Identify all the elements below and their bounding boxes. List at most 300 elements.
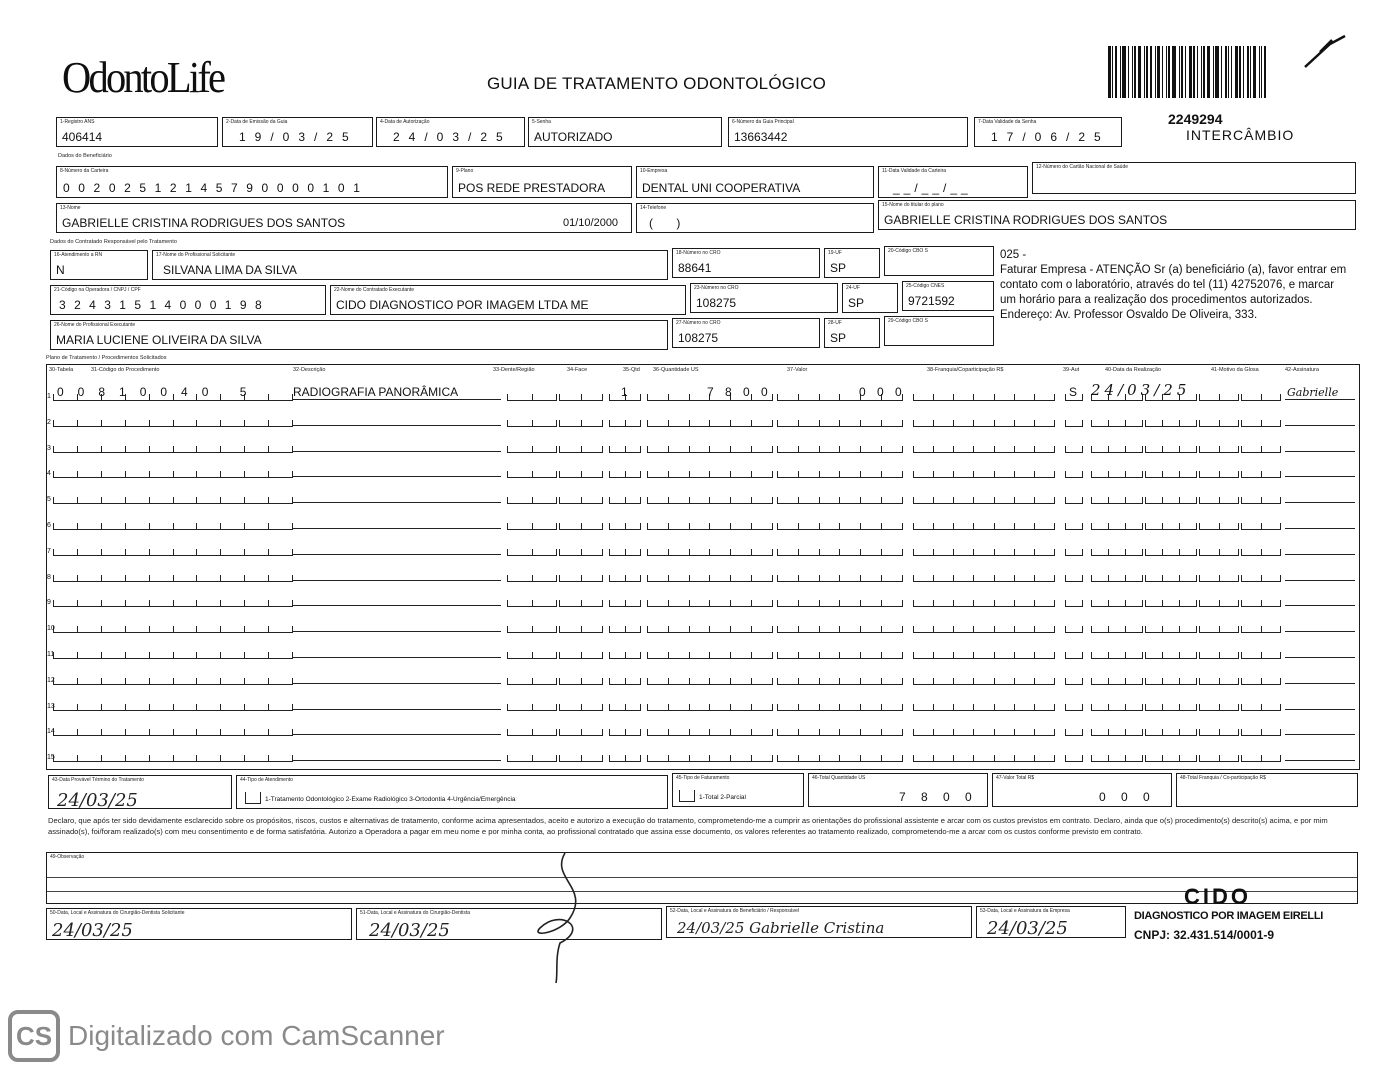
entry-cells[interactable] xyxy=(1145,466,1197,478)
barcode-bar xyxy=(1203,46,1205,98)
entry-cells[interactable] xyxy=(1241,647,1281,659)
entry-cells[interactable] xyxy=(913,466,1055,478)
entry-cells[interactable] xyxy=(609,441,641,453)
validade-senha-value: 17/06/25 xyxy=(991,130,1110,144)
section-beneficiario: Dados do Beneficiário xyxy=(58,153,112,159)
entry-cells[interactable] xyxy=(53,621,293,633)
entry-cells[interactable] xyxy=(777,673,903,685)
row-number: 12 xyxy=(47,676,55,684)
entry-cells[interactable] xyxy=(53,466,293,478)
entry-cells[interactable] xyxy=(559,595,603,607)
entry-cells[interactable] xyxy=(559,544,603,556)
description-line xyxy=(293,709,501,710)
row-number: 9 xyxy=(47,599,51,607)
observation-note xyxy=(1000,248,1350,323)
stamp-line1: DIAGNOSTICO POR IMAGEM EIRELLI xyxy=(1134,910,1324,922)
entry-cells[interactable] xyxy=(507,673,557,685)
entry-cells[interactable] xyxy=(559,492,603,504)
barcode-bar xyxy=(1179,46,1180,98)
entry-cells[interactable] xyxy=(53,595,293,607)
table-row xyxy=(47,486,1359,506)
entry-cells[interactable] xyxy=(777,647,903,659)
entry-cells[interactable] xyxy=(559,389,603,401)
entry-cells[interactable] xyxy=(609,673,641,685)
table-header-cell: 32-Descrição xyxy=(293,367,326,373)
cro-contr-field: 23-Número no CRO 108275 xyxy=(690,283,838,313)
entry-cells[interactable] xyxy=(609,570,641,582)
entry-cells[interactable] xyxy=(1091,647,1143,659)
signature-line xyxy=(1285,709,1355,710)
entry-cells[interactable] xyxy=(507,389,557,401)
entry-cells[interactable] xyxy=(1065,441,1083,453)
entry-cells[interactable] xyxy=(1199,466,1239,478)
senha-value: AUTORIZADO xyxy=(534,130,613,144)
uf-exec-field: 28-UF SP xyxy=(824,318,880,348)
entry-cells[interactable] xyxy=(913,595,1055,607)
barcode xyxy=(1108,46,1290,98)
note-text: Faturar Empresa - ATENÇÃO Sr (a) beneficiário (a), favor entrar em contato com o laboratório, através do tel (11) 42752076, e marcar um horário para a realização dos procedimentos autorizados. Endereço: Av. Professor Osvaldo De Oliveira, 333. xyxy=(1000,264,1347,321)
entry-cells[interactable] xyxy=(559,570,603,582)
procedures-table xyxy=(46,364,1360,770)
entry-cells[interactable] xyxy=(559,518,603,530)
entry-cells[interactable] xyxy=(53,647,293,659)
entry-cells[interactable] xyxy=(777,724,903,736)
entry-cells[interactable] xyxy=(1065,466,1083,478)
nascimento-value: 01/10/2000 xyxy=(563,217,619,229)
entry-cells[interactable] xyxy=(647,441,773,453)
entry-cells[interactable] xyxy=(1091,621,1143,633)
entry-cells[interactable] xyxy=(913,647,1055,659)
entry-cells[interactable] xyxy=(1065,544,1083,556)
entry-cells[interactable] xyxy=(609,699,641,711)
description-line xyxy=(293,451,501,452)
table-row xyxy=(47,435,1359,455)
cell-assinatura: Gabrielle xyxy=(1287,386,1339,399)
barcode-bar xyxy=(1144,46,1145,98)
entry-cells[interactable] xyxy=(609,518,641,530)
signature-line xyxy=(1285,554,1355,555)
entry-cells[interactable] xyxy=(647,699,773,711)
barcode-bar xyxy=(1253,46,1256,98)
entry-cells[interactable] xyxy=(1145,441,1197,453)
table-row xyxy=(47,693,1359,713)
entry-cells[interactable] xyxy=(559,466,603,478)
entry-cells[interactable] xyxy=(647,570,773,582)
entry-cells[interactable] xyxy=(507,492,557,504)
entry-cells[interactable] xyxy=(1241,466,1281,478)
entry-cells[interactable] xyxy=(1065,699,1083,711)
row-number: 10 xyxy=(47,625,55,633)
table-row xyxy=(47,409,1359,429)
entry-cells[interactable] xyxy=(1145,570,1197,582)
entry-cells[interactable] xyxy=(1145,518,1197,530)
entry-cells[interactable] xyxy=(777,699,903,711)
cartao-saude-field: 12-Número do Cartão Nacional de Saúde xyxy=(1032,162,1356,194)
entry-cells[interactable] xyxy=(1065,673,1083,685)
contratado-field: 22-Nome do Contratado Executante CIDO DIAGNOSTICO POR IMAGEM LTDA ME xyxy=(330,285,686,315)
barcode-bar xyxy=(1231,46,1232,98)
entry-cells[interactable] xyxy=(559,647,603,659)
entry-cells[interactable] xyxy=(1145,621,1197,633)
entry-cells[interactable] xyxy=(777,441,903,453)
entry-cells[interactable] xyxy=(647,492,773,504)
entry-cells[interactable] xyxy=(609,750,641,762)
entry-cells[interactable] xyxy=(609,724,641,736)
entry-cells[interactable] xyxy=(1241,673,1281,685)
entry-cells[interactable] xyxy=(1199,699,1239,711)
entry-cells[interactable] xyxy=(507,544,557,556)
entry-cells[interactable] xyxy=(1091,518,1143,530)
cnes-field: 25-Código CNES 9721592 xyxy=(902,281,994,311)
entry-cells[interactable] xyxy=(53,492,293,504)
entry-cells[interactable] xyxy=(1241,570,1281,582)
entry-cells[interactable] xyxy=(913,724,1055,736)
entry-cells[interactable] xyxy=(1199,544,1239,556)
entry-cells[interactable] xyxy=(1241,724,1281,736)
row-number: 2 xyxy=(47,418,51,426)
entry-cells[interactable] xyxy=(1065,621,1083,633)
entry-cells[interactable] xyxy=(1199,492,1239,504)
validade-carteira-field: 11-Data Validade da Carteira __/__/__ xyxy=(878,166,1028,198)
table-header-cell: 39-Aut xyxy=(1063,367,1080,373)
entry-cells[interactable] xyxy=(1091,466,1143,478)
valor-total-field: 47-Valor Total R$ 0 0 0 xyxy=(992,773,1172,807)
table-header-cell: 30-Tabela xyxy=(49,367,74,373)
signature-line xyxy=(1285,760,1355,761)
entry-cells[interactable] xyxy=(53,415,293,427)
table-header-cell: 40-Data da Realização xyxy=(1105,367,1161,373)
entry-cells[interactable] xyxy=(53,699,293,711)
entry-cells[interactable] xyxy=(1091,492,1143,504)
cell-valor: 0 0 0 xyxy=(859,385,906,399)
entry-cells[interactable] xyxy=(1091,673,1143,685)
entry-cells[interactable] xyxy=(647,724,773,736)
barcode-bar xyxy=(1134,46,1136,98)
entry-cells[interactable] xyxy=(507,595,557,607)
entry-cells[interactable] xyxy=(1145,647,1197,659)
entry-cells[interactable] xyxy=(1199,415,1239,427)
entry-cells[interactable] xyxy=(1145,492,1197,504)
entry-cells[interactable] xyxy=(777,466,903,478)
table-header-cell: 31-Código do Procedimento xyxy=(91,367,160,373)
entry-cells[interactable] xyxy=(559,673,603,685)
description-line xyxy=(293,425,501,426)
entry-cells[interactable] xyxy=(1065,518,1083,530)
entry-cells[interactable] xyxy=(1065,750,1083,762)
barcode-bar xyxy=(1138,46,1141,98)
cro-contr-value: 108275 xyxy=(696,296,737,310)
entry-cells[interactable] xyxy=(913,492,1055,504)
table-header-cell: 33-Dente/Região xyxy=(493,367,535,373)
entry-cells[interactable] xyxy=(609,492,641,504)
entry-cells[interactable] xyxy=(609,466,641,478)
signature-line xyxy=(1285,580,1355,581)
barcode-bar xyxy=(1185,46,1186,98)
entry-cells[interactable] xyxy=(777,621,903,633)
description-line xyxy=(293,631,501,632)
entry-cells[interactable] xyxy=(507,699,557,711)
entry-cells[interactable] xyxy=(1065,647,1083,659)
entry-cells[interactable] xyxy=(1145,544,1197,556)
barcode-bar xyxy=(1197,46,1198,98)
entry-cells[interactable] xyxy=(647,415,773,427)
entry-cells[interactable] xyxy=(53,570,293,582)
entry-cells[interactable] xyxy=(1091,544,1143,556)
entry-cells[interactable] xyxy=(559,441,603,453)
cell-us: 7 8 0 0 xyxy=(707,385,772,399)
registro-ans-field: 1-Registro ANS 406414 xyxy=(56,117,218,147)
entry-cells[interactable] xyxy=(507,647,557,659)
plano-field: 9-Plano POS REDE PRESTADORA xyxy=(452,166,632,198)
barcode-bar xyxy=(1250,46,1251,98)
table-row xyxy=(47,512,1359,532)
signature-line xyxy=(1285,734,1355,735)
barcode-bar xyxy=(1264,46,1266,98)
valor-total-value: 0 0 0 xyxy=(1099,790,1156,804)
barcode-bar xyxy=(1132,46,1133,98)
barcode-bar xyxy=(1189,46,1192,98)
entry-cells[interactable] xyxy=(559,724,603,736)
entry-cells[interactable] xyxy=(913,415,1055,427)
entry-cells[interactable] xyxy=(609,647,641,659)
entry-cells[interactable] xyxy=(1241,441,1281,453)
entry-cells[interactable] xyxy=(1145,750,1197,762)
entry-cells[interactable] xyxy=(507,724,557,736)
cell-codigo: 00810040 5 xyxy=(57,385,261,399)
entry-cells[interactable] xyxy=(913,621,1055,633)
entry-cells[interactable] xyxy=(559,621,603,633)
entry-cells[interactable] xyxy=(913,570,1055,582)
entry-cells[interactable] xyxy=(507,621,557,633)
row-number: 14 xyxy=(47,728,55,736)
entry-cells[interactable] xyxy=(1091,750,1143,762)
entry-cells[interactable] xyxy=(777,518,903,530)
barcode-bar xyxy=(1166,46,1167,98)
entry-cells[interactable] xyxy=(913,673,1055,685)
entry-cells[interactable] xyxy=(1091,570,1143,582)
sig-solicitante-field: 50-Data, Local e Assinatura do Cirurgião-Dentista Solicitante 24/03/25 xyxy=(46,908,352,940)
entry-cells[interactable] xyxy=(1145,595,1197,607)
barcode-bar xyxy=(1201,46,1202,98)
entry-cells[interactable] xyxy=(777,750,903,762)
entry-cells[interactable] xyxy=(1241,595,1281,607)
data-autorizacao-field: 4-Data de Autorização 24/03/25 xyxy=(376,117,525,147)
entry-cells[interactable] xyxy=(913,544,1055,556)
table-header-cell: 42-Assinatura xyxy=(1285,367,1319,373)
tipo-atendimento-field: 44-Tipo de Atendimento 1-Tratamento Odontológico 2-Exame Radiológico 3-Ortodontia 4-Urgência/Emergência xyxy=(236,775,668,809)
entry-cells[interactable] xyxy=(507,750,557,762)
description-line xyxy=(293,683,501,684)
entry-cells[interactable] xyxy=(1065,724,1083,736)
sig-empresa-field: 53-Data, Local e Assinatura da Empresa 24/03/25 xyxy=(976,906,1126,938)
entry-cells[interactable] xyxy=(913,518,1055,530)
barcode-bar xyxy=(1221,46,1222,98)
signature-line xyxy=(1285,683,1355,684)
entry-cells[interactable] xyxy=(1199,673,1239,685)
entry-cells[interactable] xyxy=(609,621,641,633)
entry-cells[interactable] xyxy=(1199,595,1239,607)
signature-line xyxy=(1285,528,1355,529)
entry-cells[interactable] xyxy=(1091,724,1143,736)
atendimento-rn-field: 16-Atendimento a RN N xyxy=(50,250,148,280)
description-line xyxy=(293,760,501,761)
entry-cells[interactable] xyxy=(1241,492,1281,504)
entry-cells[interactable] xyxy=(1065,570,1083,582)
plano-value: POS REDE PRESTADORA xyxy=(458,181,606,195)
cell-qtd: 1 xyxy=(621,385,628,399)
barcode-bar xyxy=(1146,46,1148,98)
atendimento-rn-value: N xyxy=(56,263,65,277)
entry-cells[interactable] xyxy=(913,699,1055,711)
entry-cells[interactable] xyxy=(1199,724,1239,736)
entry-cells[interactable] xyxy=(1145,673,1197,685)
watermark-text: Digitalizado com CamScanner xyxy=(68,1020,445,1051)
cbos-solic-field: 20-Código CBO S xyxy=(884,246,994,276)
entry-cells[interactable] xyxy=(1199,647,1239,659)
total-us-field: 46-Total Quantidade US 7 8 0 0 xyxy=(808,773,988,807)
stamp-name: CIDO xyxy=(1184,884,1251,909)
entry-cells[interactable] xyxy=(647,673,773,685)
table-header-cell: 37-Valor xyxy=(787,367,808,373)
stamp-line2: CNPJ: 32.431.514/0001-9 xyxy=(1134,928,1275,942)
entry-cells[interactable] xyxy=(777,570,903,582)
entry-cells[interactable] xyxy=(507,570,557,582)
entry-cells[interactable] xyxy=(777,492,903,504)
sig-dentista-field: 51-Data, Local e Assinatura do Cirurgião-Dentista 24/03/25 xyxy=(356,908,662,940)
guia-principal-field: 6-Número da Guia Principal 13663442 xyxy=(728,117,968,147)
entry-cells[interactable] xyxy=(777,415,903,427)
signature-line xyxy=(1285,425,1355,426)
entry-cells[interactable] xyxy=(1065,492,1083,504)
entry-cells[interactable] xyxy=(1091,441,1143,453)
entry-cells[interactable] xyxy=(647,544,773,556)
entry-cells[interactable] xyxy=(1065,415,1083,427)
entry-cells[interactable] xyxy=(1199,570,1239,582)
entry-cells[interactable] xyxy=(913,441,1055,453)
entry-cells[interactable] xyxy=(1091,595,1143,607)
entry-cells[interactable] xyxy=(1241,750,1281,762)
entry-cells[interactable] xyxy=(53,750,293,762)
entry-cells[interactable] xyxy=(53,673,293,685)
entry-cells[interactable] xyxy=(1199,621,1239,633)
row-number: 8 xyxy=(47,573,51,581)
entry-cells[interactable] xyxy=(507,518,557,530)
entry-cells[interactable] xyxy=(647,518,773,530)
barcode-bar xyxy=(1122,46,1126,98)
entry-cells[interactable] xyxy=(647,466,773,478)
entry-cells[interactable] xyxy=(1199,518,1239,530)
faturamento-field: 45-Tipo de Faturamento 1-Total 2-Parcial xyxy=(672,773,804,807)
entry-cells[interactable] xyxy=(507,466,557,478)
table-row xyxy=(47,538,1359,558)
entry-cells[interactable] xyxy=(913,389,1055,401)
barcode-bar xyxy=(1168,46,1170,98)
entry-cells[interactable] xyxy=(647,595,773,607)
barcode-bar xyxy=(1162,46,1163,98)
camscanner-watermark xyxy=(8,1010,445,1062)
entry-cells[interactable] xyxy=(609,415,641,427)
entry-cells[interactable] xyxy=(1241,621,1281,633)
cro-solic-field: 18-Número no CRO 88641 xyxy=(672,248,820,278)
row-number: 6 xyxy=(47,522,51,529)
entry-cells[interactable] xyxy=(1145,415,1197,427)
section-plano: Plano de Tratamento / Procedimentos Solicitados xyxy=(46,355,167,361)
entry-cells[interactable] xyxy=(1241,544,1281,556)
entry-cells[interactable] xyxy=(913,750,1055,762)
table-header-cell: 35-Qtd xyxy=(623,367,640,373)
entry-cells[interactable] xyxy=(507,441,557,453)
cell-aut: S xyxy=(1069,385,1078,399)
barcode-bar xyxy=(1172,46,1176,98)
telefone-value: ( ) xyxy=(649,216,691,230)
entry-cells[interactable] xyxy=(1241,389,1281,401)
entry-cells[interactable] xyxy=(647,621,773,633)
entry-cells[interactable] xyxy=(559,415,603,427)
entry-cells[interactable] xyxy=(559,750,603,762)
entry-cells[interactable] xyxy=(1241,518,1281,530)
entry-cells[interactable] xyxy=(1199,389,1239,401)
row-number: 3 xyxy=(47,444,51,452)
entry-cells[interactable] xyxy=(609,544,641,556)
entry-cells[interactable] xyxy=(1145,724,1197,736)
entry-cells[interactable] xyxy=(53,544,293,556)
cro-exec-field: 27-Número no CRO 108275 xyxy=(672,318,820,348)
row-number: 4 xyxy=(47,470,51,478)
entry-cells[interactable] xyxy=(647,647,773,659)
entry-cells[interactable] xyxy=(1091,699,1143,711)
camscanner-icon: CS xyxy=(8,1010,60,1062)
cnes-value: 9721592 xyxy=(908,294,955,308)
cro-exec-value: 108275 xyxy=(678,331,719,345)
entry-cells[interactable] xyxy=(1145,699,1197,711)
entry-cells[interactable] xyxy=(1241,699,1281,711)
termino-field: 43-Data Provável Término do Tratamento 24/03/25 xyxy=(48,775,232,809)
entry-cells[interactable] xyxy=(609,595,641,607)
entry-cells[interactable] xyxy=(1091,415,1143,427)
entry-cells[interactable] xyxy=(777,595,903,607)
faturamento-value: 1-Total 2-Parcial xyxy=(699,794,746,801)
declaration-text: Declaro, que após ter sido devidamente esclarecido sobre os propósitos, riscos, custos e alternativas de tratamento, conforme acima apresentados, aceito e autorizo a execução do tratamento, comprometendo-me a cumprir as orientações do profissional assistente e arcar com os custos previstos em contrato. Declaro, ainda que o(s) procedimento(s) descrito(s) acima, e por mim assinado(s), foi/foram realizado(s) com meu consentimento e de forma satisfatória. Autorizo a Operadora a pagar em meu nome e por minha conta, ao profissional contratado que assina esse documento, os valores referentes ao tratamento realizado, comprometendo-me a arcar com os custos conforme previsto em contrato. xyxy=(48,816,1328,836)
description-line xyxy=(293,657,501,658)
sig-beneficiario-value: 24/03/25 Gabrielle Cristina xyxy=(677,919,885,937)
barcode-bar xyxy=(1259,46,1260,98)
entry-cells[interactable] xyxy=(53,441,293,453)
entry-cells[interactable] xyxy=(777,544,903,556)
entry-cells[interactable] xyxy=(1065,595,1083,607)
entry-cells[interactable] xyxy=(507,415,557,427)
barcode-bar xyxy=(1239,46,1241,98)
odontolife-logo: OdontoLife xyxy=(62,53,224,102)
entry-cells[interactable] xyxy=(559,699,603,711)
data-emissao-field: 2-Data de Emissão da Guia 19/03/25 xyxy=(222,117,373,147)
empresa-value: DENTAL UNI COOPERATIVA xyxy=(642,181,801,195)
sig-empresa-date: 24/03/25 xyxy=(987,918,1068,939)
senha-field: 5-Senha AUTORIZADO xyxy=(528,117,722,147)
entry-cells[interactable] xyxy=(53,518,293,530)
numero-carteira-field: 8-Número da Carteira 00202512145790000101 xyxy=(56,166,448,198)
entry-cells[interactable] xyxy=(1199,750,1239,762)
validade-senha-field: 7-Data Validade da Senha 17/06/25 xyxy=(974,117,1122,147)
table-row xyxy=(47,718,1359,738)
executante-value: MARIA LUCIENE OLIVEIRA DA SILVA xyxy=(56,333,262,347)
entry-cells[interactable] xyxy=(1241,415,1281,427)
entry-cells[interactable] xyxy=(53,724,293,736)
entry-cells[interactable] xyxy=(1199,441,1239,453)
barcode-bar xyxy=(1157,46,1160,98)
numero-carteira-value: 00202512145790000101 xyxy=(63,181,369,195)
entry-cells[interactable] xyxy=(647,750,773,762)
cell-descricao: RADIOGRAFIA PANORÂMICA xyxy=(293,385,459,399)
